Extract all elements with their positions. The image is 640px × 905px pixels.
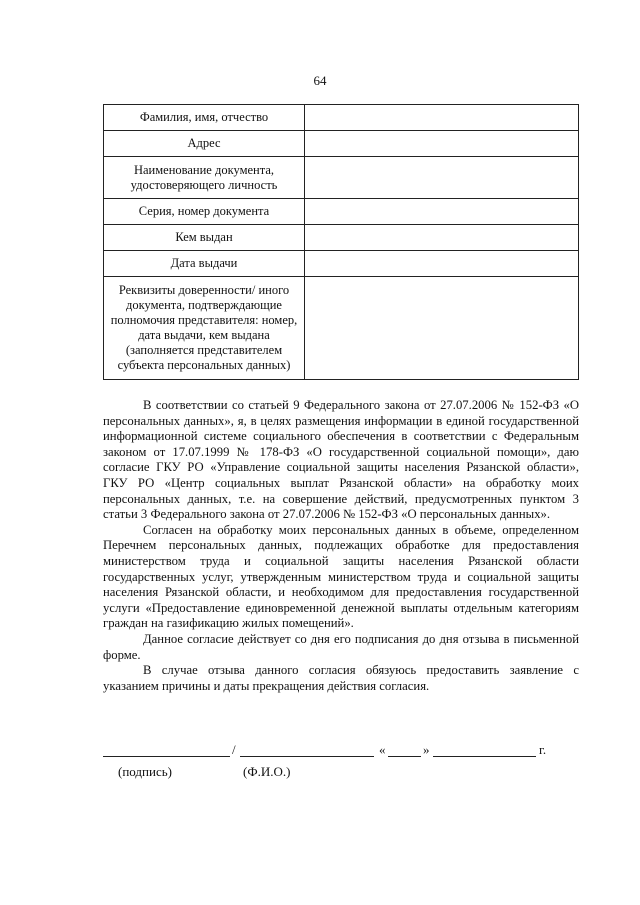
row-label: Адрес [104, 131, 305, 157]
row-value-field[interactable] [305, 105, 579, 131]
day-line[interactable] [388, 742, 421, 757]
table-row [104, 131, 579, 157]
table-row [104, 225, 579, 251]
consent-paragraph: В случае отзыва данного согласия обязуюсь предоставить заявление с указанием причины и даты прекращения действия согласия. [103, 663, 579, 693]
consent-paragraph: Согласен на обработку моих персональных данных в объеме, определенном Перечнем персональных данных, подлежащих обработке для предоставления министерством труда и социальной защиты населения Рязанской области государственных услуг, утвержденным министерством труда и социальной защиты населения Рязанской области, и необходимом для предоставления государственной услуги «Предоставление единовременной денежной выплаты отдельным категориям граждан на газификацию жилых помещений». [103, 522, 579, 631]
row-label: Серия, номер документа [104, 199, 305, 225]
row-value-field[interactable] [305, 157, 579, 199]
row-value-field[interactable] [305, 251, 579, 277]
row-label: Кем выдан [104, 225, 305, 251]
slash-separator: / [232, 742, 236, 757]
row-label: Реквизиты доверенности/ иного документа, подтверждающие полномочия представителя: номер, дата выдачи, кем выдана (заполняется представителем субъекта персональных данных) [104, 277, 305, 380]
consent-text [103, 398, 579, 694]
consent-paragraph: В соответствии со статьей 9 Федерального закона от 27.07.2006 № 152-ФЗ «О персональных данных», я, в целях размещения информации в единой государственной информационной системе социального обеспечения в соответствии с Федеральным законом от 17.07.1999 № 178-ФЗ «О государственной социальной помощи», даю согласие ГКУ РО «Управление социальной защиты населения Рязанской области», ГКУ РО «Центр социальных выплат Рязанской области» на обработку моих персональных данных, т.е. на совершение действий, предусмотренных пунктом 3 статьи 3 Федерального закона от 27.07.2006 № 152-ФЗ «О персональных данных». [103, 398, 579, 522]
personal-data-table [103, 104, 579, 380]
table-row [104, 277, 579, 380]
row-value-field[interactable] [305, 199, 579, 225]
row-label: Наименование документа, удостоверяющего личность [104, 157, 305, 199]
quote-close: » [423, 742, 430, 757]
name-line[interactable] [240, 742, 374, 757]
page-number: 64 [313, 73, 327, 88]
name-caption: (Ф.И.О.) [243, 764, 291, 779]
table-row [104, 251, 579, 277]
row-label: Фамилия, имя, отчество [104, 105, 305, 131]
quote-open: « [379, 742, 386, 757]
row-label: Дата выдачи [104, 251, 305, 277]
table-row [104, 105, 579, 131]
row-value-field[interactable] [305, 225, 579, 251]
table-row [104, 157, 579, 199]
row-value-field[interactable] [305, 277, 579, 380]
year-suffix: г. [539, 742, 547, 757]
signature-line[interactable] [103, 742, 230, 757]
table-row [104, 199, 579, 225]
row-value-field[interactable] [305, 131, 579, 157]
signature-caption: (подпись) [118, 764, 172, 779]
month-year-line[interactable] [433, 742, 536, 757]
consent-paragraph: Данное согласие действует со дня его подписания до дня отзыва в письменной форме. [103, 631, 579, 662]
